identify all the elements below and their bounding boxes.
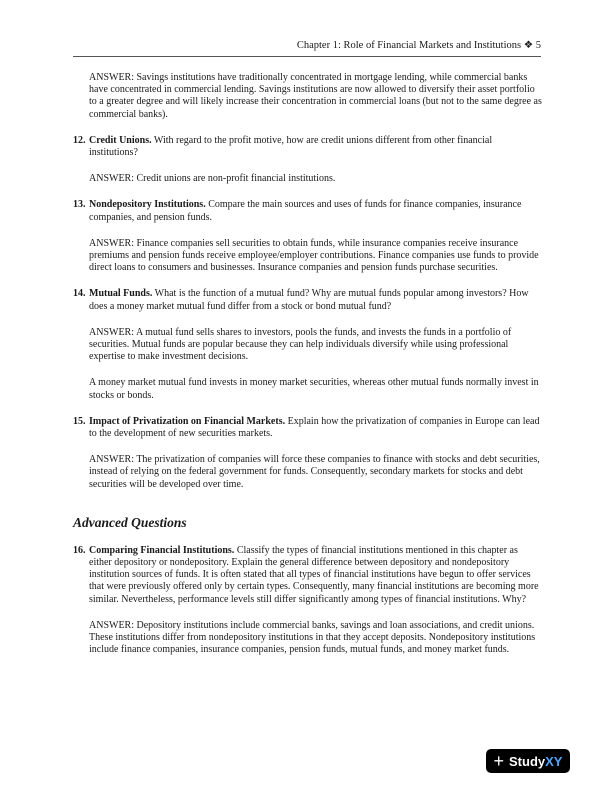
- section-heading: Advanced Questions: [73, 514, 187, 530]
- page-content: [73, 72, 543, 667]
- question-title: Nondepository Institutions.: [89, 199, 206, 211]
- answer-paragraph: ANSWER: Finance companies sell securities to obtain funds, while insurance companies receive insurance premiums and pension funds receive employee/employer contributions. Finance companies use funds to provide direct loans to consumers and businesses. Insurance companies and pension funds purchase securities.: [89, 237, 539, 274]
- question-title: Credit Unions.: [89, 134, 152, 146]
- answer-paragraph: A money market mutual fund invests in money market securities, whereas other mutual funds normally invest in stocks or bonds.: [89, 377, 539, 401]
- question-number: 16.: [73, 544, 86, 556]
- question-title: Mutual Funds.: [89, 288, 153, 300]
- answer-paragraph: ANSWER: Depository institutions include commercial banks, savings and loan associations, and credit unions. These institutions differ from nondepository institutions in that they accept deposits. Nondepository institutions include finance companies, insurance companies, pension funds, mutual funds, and money market funds.: [89, 619, 536, 656]
- plus-icon: +: [493, 751, 505, 771]
- question-text: With regard to the profit motive, how are credit unions different from other financial institutions?: [89, 134, 493, 159]
- studyxy-logo: [486, 749, 570, 773]
- question-title: Impact of Privatization on Financial Markets.: [89, 415, 286, 427]
- question-14: [73, 288, 543, 401]
- questions-list: [73, 135, 543, 491]
- question-12: [73, 135, 543, 186]
- question-number: 12.: [73, 134, 86, 146]
- question-15: [73, 416, 543, 491]
- logo-text: StudyXY: [509, 753, 563, 769]
- question-number: 14.: [73, 288, 86, 300]
- question-text: Compare the main sources and uses of funds for finance companies, insurance companies, and pension funds.: [89, 199, 522, 223]
- question-number: 13.: [73, 199, 86, 211]
- answer-paragraph: ANSWER: The privatization of companies will force these companies to finance with stocks and debt securities, instead of relying on the federal government for funds. Consequently, secondary markets for stocks and debt securities will be developed over time.: [89, 454, 540, 490]
- question-text: Explain how the privatization of companies in Europe can lead to the development of new securities markets.: [89, 415, 540, 440]
- intro-answer: ANSWER: Savings institutions have traditionally concentrated in mortgage lending, while commercial banks have concentrated in commercial lending. Savings institutions are now allowed to diversify their asset portfolio to a greater degree and will likely increase their concentration in commercial loans (but not to the same degree as commercial banks).: [89, 72, 542, 120]
- page-header: Chapter 1: Role of Financial Markets and Institutions ❖ 5: [73, 40, 541, 57]
- question-16: [73, 545, 543, 657]
- question-text: Classify the types of financial institutions mentioned in this chapter as either depository or nondepository. Explain the general difference between depository and nondepository institution sources of funds. It is often stated that all types of financial institutions have begun to offer services that were previously offered only by certain types. Consequently, many financial institutions are becoming more similar. Nevertheless, performance levels still differ significantly among types of financial institutions. Why?: [89, 544, 539, 605]
- question-13: [73, 199, 543, 274]
- answer-paragraph: ANSWER: A mutual fund sells shares to investors, pools the funds, and invests the funds in a portfolio of securities. Mutual funds are popular because they can help individuals diversify while using professional expertise to make investment decisions.: [89, 326, 512, 363]
- question-title: Comparing Financial Institutions.: [89, 544, 235, 556]
- question-number: 15.: [73, 415, 86, 427]
- answer-paragraph: ANSWER: Credit unions are non-profit financial institutions.: [89, 173, 336, 185]
- question-text: What is the function of a mutual fund? Why are mutual funds popular among investors? How does a money market mutual fund differ from a stock or bond mutual fund?: [89, 288, 529, 312]
